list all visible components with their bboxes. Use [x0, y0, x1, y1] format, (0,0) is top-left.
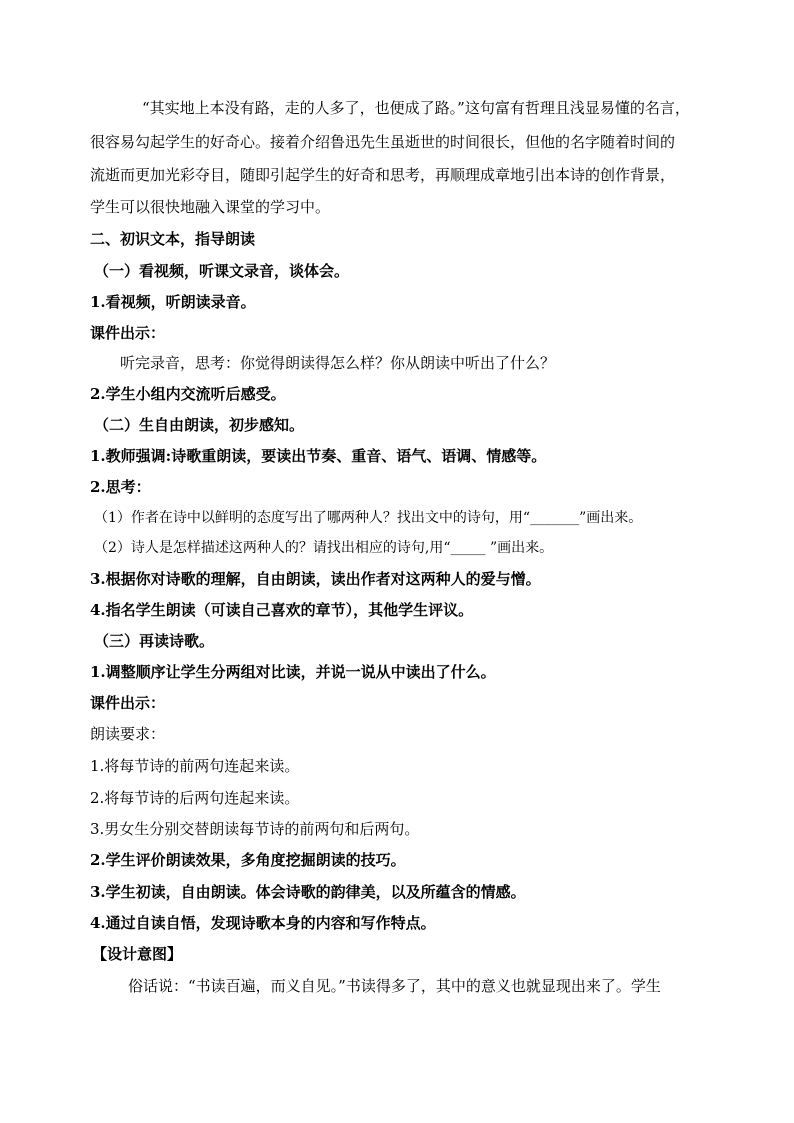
part-three-step-2: 2.学生评价朗读效果，多角度挖掘朗读的技巧。 [90, 851, 406, 869]
part-three-step-3: 3.学生初读，自由朗读。体会诗歌的韵律美，以及所蕴含的情感。 [90, 883, 526, 901]
part-three-courseware-label: 课件出示： [90, 694, 166, 712]
part-three-step-1: 1.调整顺序让学生分两组对比读，并说一说从中读出了什么。 [90, 663, 496, 681]
part-two-step-2: 2.思考： [90, 478, 151, 496]
part-one-courseware-label: 课件出示： [90, 324, 166, 342]
intro-paragraph-line-4: 学生可以很快地融入课堂的学习中。 [90, 198, 331, 216]
part-one-heading: （一）看视频，听课文录音，谈体会。 [94, 262, 350, 280]
part-three-heading: （三）再读诗歌。 [94, 632, 215, 650]
intro-paragraph-line-2: 很容易勾起学生的好奇心。接着介绍鲁迅先生虽逝世的时间很长，但他的名字随着时间的 [90, 133, 676, 151]
part-two-step-4: 4.指名学生朗读（可读自己喜欢的章节），其他学生评议。 [90, 601, 474, 619]
part-two-question-1: （1）作者在诗中以鲜明的态度写出了哪两种人？找出文中的诗句，用“_______”画出来。 [94, 510, 643, 526]
part-two-question-2: （2）诗人是怎样描述这两种人的？请找出相应的诗句,用“_____ ”画出来。 [94, 540, 554, 556]
part-three-requirement-2: 2.将每节诗的后两句连起来读。 [90, 789, 300, 807]
design-intent-text: 俗话说：“书读百遍，而义自见。”书读得多了，其中的意义也就显现出来了。学生 [128, 977, 661, 995]
part-three-step-4: 4.通过自读自悟，发现诗歌本身的内容和写作特点。 [90, 914, 436, 932]
section-two-heading: 二、初识文本，指导朗读 [90, 230, 256, 248]
intro-paragraph-line-3: 流逝而更加光彩夺目，随即引起学生的好奇和思考，再顺理成章地引出本诗的创作背景， [90, 166, 676, 184]
part-three-requirement-1: 1.将每节诗的前两句连起来读。 [90, 757, 300, 775]
part-one-courseware-text: 听完录音，思考：你觉得朗读得怎么样？你从朗读中听出了什么？ [120, 354, 556, 372]
part-two-heading: （二）生自由朗读，初步感知。 [94, 416, 305, 434]
part-two-step-3: 3.根据你对诗歌的理解，自由朗读，读出作者对这两种人的爱与憎。 [90, 570, 541, 588]
part-three-reading-requirements-label: 朗读要求： [90, 725, 166, 743]
part-three-requirement-3: 3.男女生分别交替朗读每节诗的前两句和后两句。 [90, 820, 420, 838]
part-one-step-1: 1.看视频，听朗读录音。 [90, 293, 256, 311]
part-one-step-2: 2.学生小组内交流听后感受。 [90, 385, 286, 403]
part-two-step-1: 1.教师强调:诗歌重朗读，要读出节奏、重音、语气、语调、情感等。 [90, 447, 547, 465]
design-intent-heading: 【设计意图】 [92, 945, 183, 963]
intro-paragraph-line-1: “其实地上本没有路，走的人多了，也便成了路。”这句富有哲理且浅显易懂的名言， [142, 99, 690, 117]
